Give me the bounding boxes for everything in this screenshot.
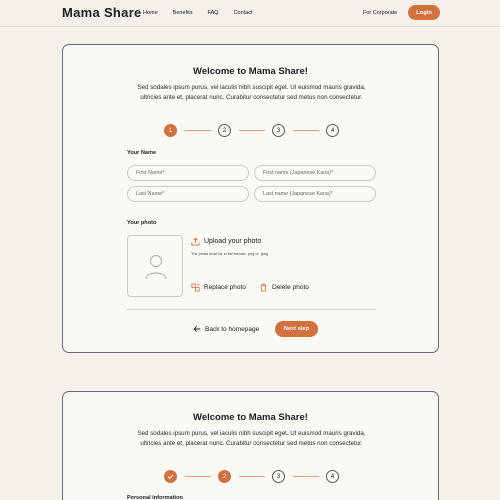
first-name-kana-input[interactable]	[254, 165, 376, 181]
stepper	[164, 124, 340, 138]
personal-information-label: Personal information	[127, 495, 183, 500]
replace-photo-button[interactable]	[191, 283, 246, 292]
replace-icon	[191, 283, 200, 292]
photo-preview	[127, 235, 183, 297]
step-connector	[239, 130, 265, 131]
stepper	[164, 470, 340, 484]
login-button[interactable]: Login	[408, 5, 440, 20]
site-header	[0, 0, 500, 27]
nav-home[interactable]: Home	[143, 10, 158, 16]
main-nav	[143, 10, 268, 16]
replace-photo-label: Replace photo	[204, 284, 246, 291]
your-photo-label: Your photo	[127, 220, 157, 226]
your-name-label: Your Name	[127, 150, 157, 156]
for-corporate-link[interactable]: For Corporate	[363, 10, 398, 16]
step-4: 4	[326, 124, 339, 137]
step-connector	[293, 130, 319, 131]
next-step-button[interactable]: Next step	[275, 321, 318, 337]
step-4: 4	[326, 470, 339, 483]
trash-icon	[259, 283, 268, 292]
nav-faq[interactable]: FAQ	[207, 10, 219, 16]
upload-icon	[191, 237, 200, 246]
step-connector	[185, 130, 211, 131]
step-2: 2	[218, 470, 231, 483]
back-to-homepage-label: Back to homepage	[205, 325, 260, 333]
first-name-input[interactable]	[127, 165, 249, 181]
logo[interactable]: Mama Share	[62, 5, 142, 20]
step-connector	[239, 476, 265, 477]
step-3: 3	[272, 124, 285, 137]
registration-card-step-1	[62, 44, 439, 353]
step-2: 2	[218, 124, 231, 137]
photo-format-hint: The photo must be in the format: .png or .jpeg	[191, 252, 269, 256]
card-description: Sed sodales ipsum purus, vel iaculis nibh suscipit eget. Ut euismod mauris gravida, ultricies ante et, placerat nunc. Curabitur consectetur sed metus non consectetur.	[137, 84, 366, 101]
check-icon	[167, 473, 174, 480]
divider	[127, 309, 376, 310]
step-3: 3	[272, 470, 285, 483]
step-1-complete	[164, 470, 177, 483]
last-name-input[interactable]	[127, 186, 249, 202]
arrow-left-icon	[193, 325, 201, 333]
step-1: 1	[164, 124, 177, 137]
card-title: Welcome to Mama Share!	[193, 412, 308, 423]
delete-photo-button[interactable]	[259, 283, 309, 292]
registration-card-step-2	[62, 391, 439, 500]
upload-photo-label: Upload your photo	[204, 238, 262, 245]
card-title: Welcome to Mama Share!	[193, 66, 308, 77]
last-name-kana-input[interactable]	[254, 186, 376, 202]
upload-photo-button[interactable]	[191, 237, 261, 246]
card-description: Sed sodales ipsum purus, vel iaculis nibh suscipit eget. Ut euismod mauris gravida, ultricies ante et, placerat nunc. Curabitur consectetur sed metus non consectetur.	[137, 430, 366, 447]
step-connector	[185, 476, 211, 477]
back-to-homepage-link[interactable]	[193, 325, 259, 333]
nav-benefits[interactable]: Benefits	[172, 10, 193, 16]
nav-contact[interactable]: Contact	[233, 10, 253, 16]
step-connector	[293, 476, 319, 477]
avatar-placeholder-icon	[145, 254, 167, 280]
delete-photo-label: Delete photo	[272, 284, 309, 291]
